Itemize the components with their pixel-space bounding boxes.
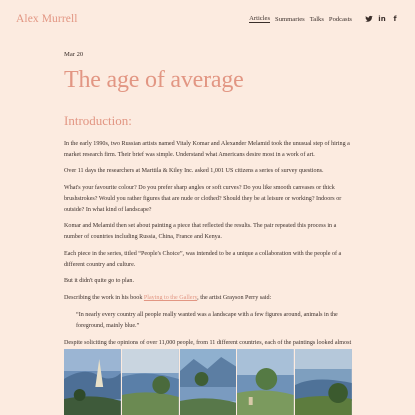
nav-podcasts[interactable]: Podcasts — [328, 15, 352, 23]
section-heading: Introduction: — [64, 113, 132, 128]
paragraph: Despite soliciting the opinions of over 11,000 people, from 11 different countries, each of the paintings looked almost — [64, 339, 352, 346]
social-links — [360, 15, 399, 23]
paragraph: Each piece in the series, titled “People's Choice”, was intended to be a unique a collaboration with the people of a different country and culture. — [64, 250, 342, 268]
paragraph-text: Describing the work in his book — [64, 295, 144, 302]
paragraph — [64, 293, 352, 304]
painting-image — [64, 349, 121, 415]
facebook-icon[interactable]: f — [393, 15, 397, 23]
article-body — [64, 139, 352, 365]
painting-image — [180, 349, 237, 415]
paragraph: What's your favourite colour? Do you prefer sharp angles or soft curves? Do you like smooth canvases or thick brushstrokes? Would you rather figures that are nude or clothed? Should they be at leisure or working? Indoors or outside? In what kind of landscape? — [64, 185, 342, 213]
main-nav — [244, 15, 399, 23]
article-title: The age of average — [64, 67, 244, 93]
painting-image — [122, 349, 179, 415]
paragraph: But it didn't quite go to plan. — [64, 278, 134, 285]
article-date: Mar 20 — [64, 51, 84, 58]
paintings-gallery — [64, 349, 352, 415]
book-link[interactable]: Playing to the Gallery — [143, 295, 198, 302]
paragraph: Over 11 days the researchers at Marttila & Kiley Inc. asked 1,001 US citizens a series of survey questions. — [64, 168, 324, 175]
paragraph: Komar and Melamid then set about painting a piece that reflected the results. The pair repeated this process in a number of countries including Russia, China, France and Kenya. — [64, 223, 337, 241]
nav-talks[interactable]: Talks — [309, 15, 324, 23]
twitter-icon[interactable] — [365, 15, 373, 23]
linkedin-icon[interactable]: in — [378, 15, 386, 23]
paragraph-text: , the artist Grayson Perry said: — [197, 295, 272, 302]
painting-image — [295, 349, 352, 415]
nav-articles[interactable]: Articles — [249, 15, 271, 22]
paragraph: In the early 1990s, two Russian artists named Vitaly Komar and Alexander Melamid took the unusual step of hiring a market research firm. Their brief was simple. Understand what Americans desire most in a work of art. — [64, 141, 350, 158]
painting-image — [237, 349, 294, 415]
site-logo[interactable]: Alex Murrell — [16, 13, 78, 25]
nav-summaries[interactable]: Summaries — [275, 15, 305, 23]
site-header — [16, 11, 399, 27]
blockquote: “In nearly every country all people really wanted was a landscape with a few figures around, animals in the foreground, mainly blue.” — [76, 312, 338, 329]
